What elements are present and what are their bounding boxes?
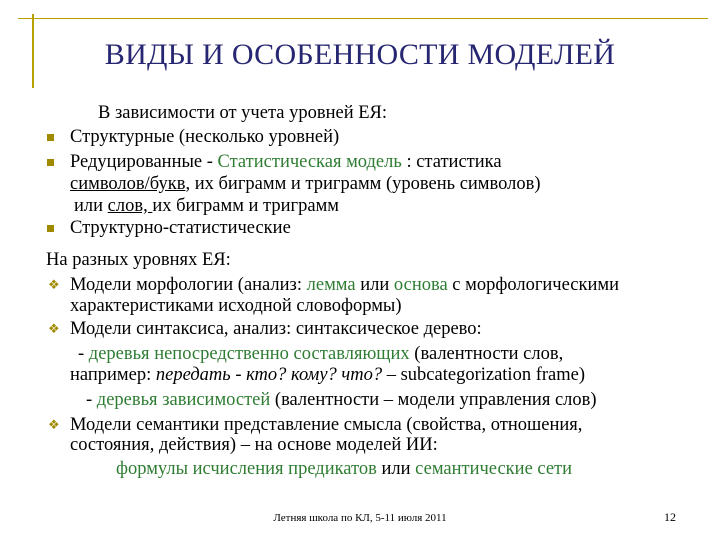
frame-horizontal-rule: [18, 18, 708, 19]
morphology-model-line2: характеристиками исходной словоформы): [70, 296, 402, 316]
diamond-bullet-icon: ❖: [48, 417, 60, 432]
item-reduced: Редуцированные - Статистическая модель : статистика: [70, 152, 502, 172]
page-number: 12: [664, 510, 676, 524]
semantics-model: Модели семантики представление смысла (свойства, отношения,: [70, 415, 583, 435]
symbols-term: символов/букв: [70, 174, 186, 194]
square-bullet-icon: [47, 134, 54, 141]
syntax-sub2: - деревья зависимостей (валентности – модели управления слов): [86, 390, 597, 410]
stem-term: основа: [393, 275, 448, 295]
slide-title: ВИДЫ И ОСОБЕННОСТИ МОДЕЛЕЙ: [104, 38, 616, 71]
syntax-model: Модели синтаксиса, анализ: синтаксическое дерево:: [70, 319, 482, 339]
square-bullet-icon: [47, 225, 54, 232]
item-reduced-line3: или слов, их биграмм и триграмм: [74, 196, 339, 216]
words-term: слов,: [107, 196, 153, 216]
item-structural-statistical: Структурно-статистические: [70, 218, 291, 238]
syntax-sub1: - деревья непосредственно составляющих (валентности слов,: [78, 344, 564, 364]
section2-heading: На разных уровнях ЕЯ:: [46, 250, 231, 270]
diamond-bullet-icon: ❖: [48, 277, 60, 292]
valency-example: передать - кто? кому? что?: [155, 365, 383, 385]
diamond-bullet-icon: ❖: [48, 321, 60, 336]
morphology-model: Модели морфологии (анализ: лемма или основа с морфологическими: [70, 275, 619, 295]
predicate-calculus-term: формулы исчисления предикатов: [116, 459, 377, 479]
stat-model-term: Статистическая модель: [217, 152, 402, 172]
constituency-trees-term: деревья непосредственно составляющих: [88, 344, 410, 364]
semantics-model-line2: состояния, действия) – на основе моделей ИИ:: [70, 435, 438, 455]
item-structural: Структурные (несколько уровней): [70, 127, 340, 147]
footer-text: Летняя школа по КЛ, 5-11 июля 2011: [273, 512, 447, 524]
lemma-term: лемма: [306, 275, 356, 295]
dependency-trees-term: деревья зависимостей: [96, 390, 271, 410]
semantic-networks-term: семантические сети: [415, 459, 573, 479]
intro-line: В зависимости от учета уровней ЕЯ:: [98, 103, 387, 123]
semantics-options: формулы исчисления предикатов или семантические сети: [116, 459, 573, 479]
syntax-sub1-line2: например: передать - кто? кому? что? – subcategorization frame): [70, 365, 585, 385]
square-bullet-icon: [47, 159, 54, 166]
item-reduced-line2: символов/букв, их биграмм и триграмм (уровень символов): [70, 174, 541, 194]
